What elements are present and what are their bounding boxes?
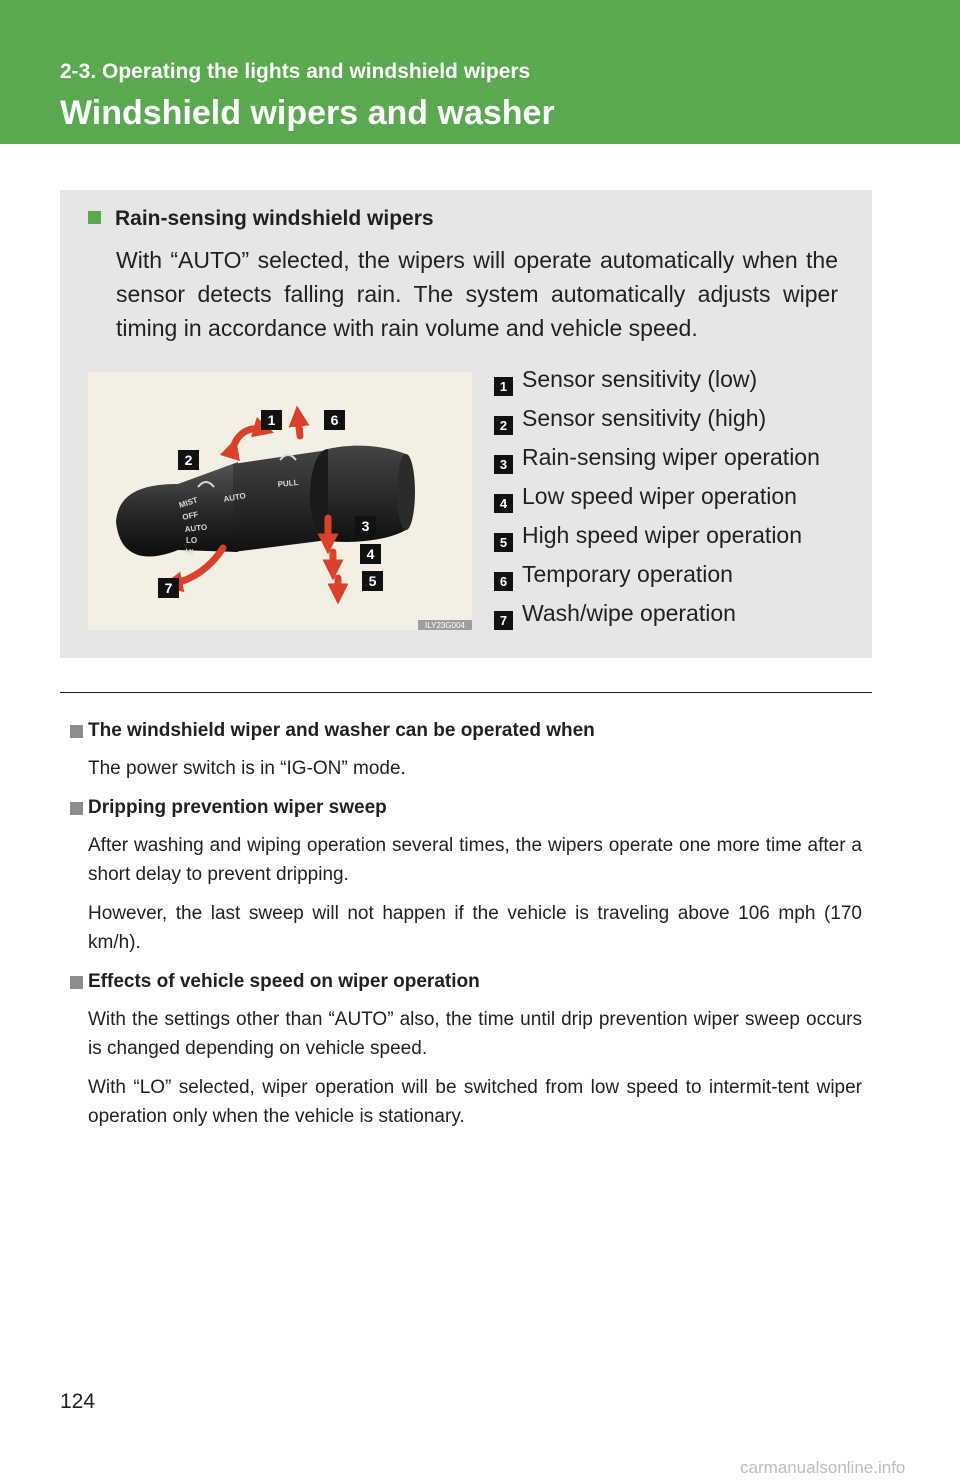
note-heading (60, 720, 862, 742)
legend-label: Sensor sensitivity (high) (522, 405, 767, 431)
callout-4-label: 4 (366, 546, 375, 562)
note-heading (60, 797, 862, 819)
note-square-icon (70, 725, 83, 738)
legend-label: Wash/wipe operation (522, 600, 736, 626)
callout-2-label: 2 (184, 452, 193, 468)
arrow-wash (172, 548, 223, 584)
lever-mark-2: OFF (181, 509, 200, 522)
legend-number: 7 (494, 611, 513, 630)
legend-number: 4 (494, 494, 513, 513)
legend-label: Temporary operation (522, 561, 733, 587)
lever-grip (116, 462, 238, 557)
legend-number: 2 (494, 416, 513, 435)
note-paragraph: However, the last sweep will not happen if the vehicle is traveling above 106 mph (170 km/h). (88, 903, 862, 953)
note-paragraph: After washing and wiping operation several times, the wipers operate one more time after a short delay to prevent dripping. (88, 835, 862, 885)
notes-section (60, 720, 862, 1145)
note-paragraph: With the settings other than “AUTO” also, the time until drip prevention wiper sweep occurs is changed depending on vehicle speed. (88, 1009, 862, 1059)
photo-code: ILY23G004 (425, 621, 465, 630)
page-header (0, 0, 960, 144)
legend-number: 3 (494, 455, 513, 474)
callout-6-label: 6 (330, 412, 339, 428)
legend-number: 6 (494, 572, 513, 591)
page-number: 124 (60, 1390, 96, 1413)
section-title: 2-3. Operating the lights and windshield wipers (60, 60, 531, 83)
page-title: Windshield wipers and washer (60, 94, 555, 132)
section-divider (60, 692, 872, 693)
note-paragraph: With “LO” selected, wiper operation will be switched from low speed to intermit-tent wiper operation only when the vehicle is stationary. (88, 1077, 862, 1127)
footer-watermark: carmanualsonline.info (740, 1458, 906, 1477)
box-heading-text: Rain-sensing windshield wipers (115, 207, 434, 230)
legend-number: 5 (494, 533, 513, 552)
lever-mark-1: MIST (177, 495, 199, 510)
lever-mark-6: AUTO (222, 491, 247, 504)
legend-label: High speed wiper operation (522, 522, 803, 548)
legend-label: Rain-sensing wiper operation (522, 444, 820, 470)
lever-mark-3: AUTO (184, 522, 208, 534)
note-heading (60, 971, 862, 993)
callout-7-label: 7 (164, 580, 173, 596)
arrow-sensitivity (233, 429, 264, 448)
note-square-icon (70, 802, 83, 815)
note-heading-text: Effects of vehicle speed on wiper operation (88, 971, 480, 992)
callout-1-label: 1 (267, 412, 276, 428)
note-heading-text: Dripping prevention wiper sweep (88, 797, 387, 818)
lever-mark-5: HI (184, 547, 194, 557)
heading-square-icon (88, 211, 101, 224)
callout-3-label: 3 (361, 518, 370, 534)
lever-mark-7: PULL (277, 477, 299, 489)
legend-number: 1 (494, 377, 513, 396)
note-square-icon (70, 976, 83, 989)
legend-label: Low speed wiper operation (522, 483, 797, 509)
box-heading (88, 207, 434, 231)
box-paragraph: With “AUTO” selected, the wipers will operate automatically when the sensor detects falling rain. The system automatically adjusts wiper timing in accordance with rain volume and vehicle speed. (116, 247, 838, 341)
callout-5-label: 5 (368, 573, 377, 589)
arrow-temporary (298, 416, 300, 436)
note-paragraph: The power switch is in “IG-ON” mode. (88, 758, 406, 779)
lever-mark-4: LO (186, 536, 198, 545)
wiper-lever-photo (88, 372, 472, 630)
note-heading-text: The windshield wiper and washer can be operated when (88, 720, 595, 741)
legend-label: Sensor sensitivity (low) (522, 366, 758, 392)
